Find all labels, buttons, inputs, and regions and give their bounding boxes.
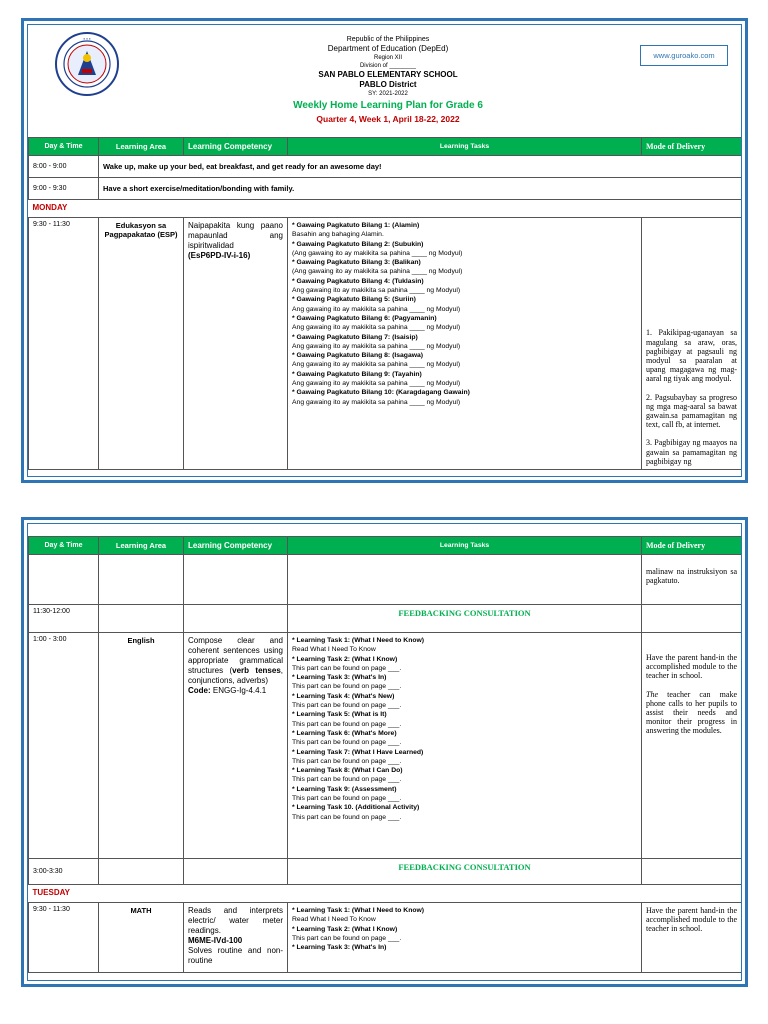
- learning-competency: [184, 633, 288, 859]
- table-row-math: [29, 903, 742, 973]
- website-box[interactable]: www.guroako.com: [640, 45, 728, 66]
- table-row-english: [29, 633, 742, 859]
- task-detail: This part can be found on page ___.: [292, 720, 402, 728]
- competency-code: (EsP6PD-IV-i-16): [188, 251, 251, 260]
- empty-cell: [99, 555, 184, 605]
- task-detail: This part can be found on page ___.: [292, 702, 402, 710]
- empty-cell: [642, 605, 742, 633]
- table-row-esp: [29, 218, 742, 470]
- empty-cell: [99, 859, 184, 885]
- row-activity: Have a short exercise/meditation/bonding with family.: [99, 178, 742, 200]
- task-detail: Ang gawaing ito ay makikita sa pahina ____ ng Modyul): [292, 361, 461, 369]
- task-detail: Ang gawaing ito ay makikita sa pahina ____ ng Modyul): [292, 398, 461, 406]
- mode-item: [646, 690, 737, 736]
- row-time: 11:30-12:00: [29, 605, 99, 633]
- code-label: Code:: [188, 686, 211, 695]
- col-day-time: Day & Time: [29, 138, 99, 156]
- learning-area: MATH: [99, 903, 184, 973]
- learning-tasks: [288, 633, 642, 859]
- task-title: * Learning Task 1: (What I Need to Know): [292, 907, 425, 914]
- task-title: * Learning Task 8: (What I Can Do): [292, 767, 403, 775]
- row-time: 3:00-3:30: [29, 859, 99, 885]
- col-learning-tasks: Learning Tasks: [288, 138, 642, 156]
- republic-line: Republic of the Philippines: [346, 36, 430, 43]
- empty-cell: [288, 555, 642, 605]
- task-title: * Learning Task 3: (What's In): [292, 944, 387, 952]
- day-label: TUESDAY: [29, 885, 742, 903]
- task-detail: This part can be found on page ___.: [292, 795, 402, 803]
- table-header-row: [29, 537, 742, 555]
- task-detail: This part can be found on page ___.: [292, 757, 402, 765]
- region-line: Region XII: [373, 55, 403, 61]
- task-title: * Gawaing Pagkatuto Bilang 6: (Pagyamanin): [292, 314, 437, 322]
- competency-text-b: Solves routine and non-routine: [188, 946, 283, 965]
- mode-text: teacher can make phone calls to her pupils to assist their needs and monitor their progress in answering the modules.: [646, 689, 737, 736]
- col-learning-competency: Learning Competency: [184, 537, 288, 555]
- mode-of-delivery: Have the parent hand-in the accomplished module to the teacher in school.: [642, 903, 742, 973]
- task-title: * Learning Task 5: (What is It): [292, 711, 387, 719]
- learning-competency: [184, 903, 288, 973]
- task-detail: Ang gawaing ito ay makikita sa pahina ____ ng Modyul): [292, 324, 461, 332]
- row-time: 9:30 - 11:30: [29, 218, 99, 470]
- document-page-2: [21, 517, 748, 987]
- task-detail: This part can be found on page ___.: [292, 934, 402, 942]
- competency-text: Compose clear and coherent sentences using appropriate grammatical structures (: [188, 636, 283, 675]
- mode-of-delivery: malinaw na instruksiyon sa pagkatuto.: [642, 555, 742, 605]
- col-mode-of-delivery: Mode of Delivery: [642, 537, 742, 555]
- learning-area: English: [99, 633, 184, 859]
- task-title: * Gawaing Pagkatuto Bilang 9: (Tayahin): [292, 370, 422, 378]
- table-row: [29, 156, 742, 178]
- task-title: * Gawaing Pagkatuto Bilang 3: (Balikan): [292, 259, 421, 267]
- row-time: 1:00 - 3:00: [29, 633, 99, 859]
- day-row-monday: [29, 200, 742, 218]
- school-name: SAN PABLO ELEMENTARY SCHOOL: [318, 70, 458, 79]
- competency-text: Reads and interprets electric/ water meter readings.: [188, 906, 283, 935]
- competency-bold: verb tenses: [232, 666, 281, 675]
- learning-plan-table-2: [28, 536, 742, 973]
- task-title: * Learning Task 1: (What I Need to Know): [292, 637, 425, 644]
- school-year: SY: 2021-2022: [368, 91, 408, 97]
- task-title: * Gawaing Pagkatuto Bilang 1: (Alamin): [292, 222, 420, 229]
- table-row-feedback: [29, 859, 742, 885]
- col-learning-competency: Learning Competency: [184, 138, 288, 156]
- learning-tasks: [288, 218, 642, 470]
- empty-cell: [99, 605, 184, 633]
- district-name: PABLO District: [359, 80, 417, 89]
- task-detail: This part can be found on page ___.: [292, 739, 402, 747]
- deped-seal-icon: [54, 31, 120, 97]
- task-title: * Learning Task 6: (What's More): [292, 729, 397, 737]
- mode-item: Have the parent hand-in the accomplished module to the teacher in school.: [646, 653, 737, 681]
- col-learning-area: Learning Area: [99, 537, 184, 555]
- task-detail: (Ang gawaing ito ay makikita sa pahina ____ ng Modyul): [292, 249, 463, 257]
- empty-cell: [184, 555, 288, 605]
- feedback-label: FEEDBACKING CONSULTATION: [288, 605, 642, 633]
- plan-title: Weekly Home Learning Plan for Grade 6: [293, 100, 483, 111]
- table-row: [29, 178, 742, 200]
- svg-text:• • •: • • •: [83, 36, 91, 42]
- task-title: * Learning Task 7: (What I Have Learned): [292, 748, 424, 756]
- mode-item: 3. Pagbibigay ng maayos na gawain sa pamamagitan ng pagbibigay ng: [646, 438, 737, 466]
- learning-competency: [184, 218, 288, 470]
- row-time: 8:00 - 9:00: [29, 156, 99, 178]
- task-title: * Gawaing Pagkatuto Bilang 2: (Subukin): [292, 240, 424, 248]
- row-time: 9:30 - 11:30: [29, 903, 99, 973]
- task-detail: (Ang gawaing ito ay makikita sa pahina ____ ng Modyul): [292, 268, 463, 276]
- task-title: * Learning Task 3: (What's In): [292, 674, 387, 682]
- task-detail: Read What I Need To Know: [292, 916, 376, 924]
- competency-text: Naipapakita kung paano mapaunlad ang ispiritwalidad: [188, 221, 283, 250]
- task-detail: This part can be found on page ___.: [292, 664, 402, 672]
- day-label: MONDAY: [29, 200, 742, 218]
- task-detail: This part can be found on page ___.: [292, 813, 402, 821]
- document-header: [28, 25, 741, 137]
- col-learning-tasks: Learning Tasks: [288, 537, 642, 555]
- competency-text-b: , conjunctions, adverbs): [188, 666, 283, 685]
- task-detail: Basahin ang bahaging Alamin.: [292, 231, 384, 239]
- empty-cell: [642, 859, 742, 885]
- task-detail: Read What I Need To Know: [292, 646, 376, 654]
- mode-item: 2. Pagsubaybay sa progreso ng mga mag-aaral sa bawat gawain.sa pamamagitan ng text, call fb, at internet.: [646, 392, 737, 430]
- table-row-feedback: [29, 605, 742, 633]
- task-detail: Ang gawaing ito ay makikita sa pahina ____ ng Modyul): [292, 305, 461, 313]
- learning-area: Edukasyon sa Pagpapakatao (ESP): [99, 218, 184, 470]
- competency-code: ENGG-Ig-4.4.1: [212, 686, 267, 695]
- col-mode-of-delivery: Mode of Delivery: [642, 138, 742, 156]
- task-title: * Learning Task 9: (Assessment): [292, 785, 397, 793]
- col-learning-area: Learning Area: [99, 138, 184, 156]
- department-line: Department of Education (DepEd): [327, 44, 449, 53]
- learning-plan-table-1: [28, 137, 742, 470]
- task-title: * Learning Task 4: (What's New): [292, 692, 395, 700]
- row-activity: Wake up, make up your bed, eat breakfast, and get ready for an awesome day!: [99, 156, 742, 178]
- task-title: * Gawaing Pagkatuto Bilang 8: (Isagawa): [292, 352, 424, 360]
- mode-item: 1. Pakikipag-uganayan sa magulang sa araw, oras, pagbibigay at pagsauli ng modyul sa paaralan at upang magagawa ng mag-aaral ng tiyak ang modyul.: [646, 328, 737, 384]
- empty-cell: [184, 605, 288, 633]
- division-line: Division of ________: [359, 63, 417, 69]
- task-title: * Gawaing Pagkatuto Bilang 7: (Isaisip): [292, 333, 418, 341]
- task-detail: This part can be found on page ___.: [292, 776, 402, 784]
- empty-cell: [29, 555, 99, 605]
- task-title: * Learning Task 2: (What I Know): [292, 925, 398, 933]
- feedback-label: FEEDBACKING CONSULTATION: [288, 859, 642, 885]
- table-header-row: [29, 138, 742, 156]
- task-detail: Ang gawaing ito ay makikita sa pahina ____ ng Modyul): [292, 342, 461, 350]
- learning-tasks: [288, 903, 642, 973]
- row-time: 9:00 - 9:30: [29, 178, 99, 200]
- task-title: * Learning Task 2: (What I Know): [292, 655, 398, 663]
- empty-cell: [184, 859, 288, 885]
- task-title: * Gawaing Pagkatuto Bilang 4: (Tuklasin): [292, 277, 424, 285]
- task-title: * Gawaing Pagkatuto Bilang 10: (Karagdagang Gawain): [292, 389, 470, 397]
- task-detail: Ang gawaing ito ay makikita sa pahina ____ ng Modyul): [292, 380, 461, 388]
- quarter-line: Quarter 4, Week 1, April 18-22, 2022: [316, 114, 460, 124]
- competency-code: M6ME-IVd-100: [188, 936, 243, 945]
- table-row-continued: [29, 555, 742, 605]
- task-title: * Learning Task 10. (Additional Activity): [292, 804, 420, 812]
- mode-em: The: [646, 689, 658, 699]
- task-detail: This part can be found on page ___.: [292, 683, 402, 691]
- col-day-time: Day & Time: [29, 537, 99, 555]
- mode-of-delivery: [642, 218, 742, 470]
- task-title: * Gawaing Pagkatuto Bilang 5: (Suriin): [292, 296, 416, 304]
- document-page-1: [21, 18, 748, 483]
- day-row-tuesday: [29, 885, 742, 903]
- mode-of-delivery: [642, 633, 742, 859]
- task-detail: Ang gawaing ito ay makikita sa pahina ____ ng Modyul): [292, 287, 461, 295]
